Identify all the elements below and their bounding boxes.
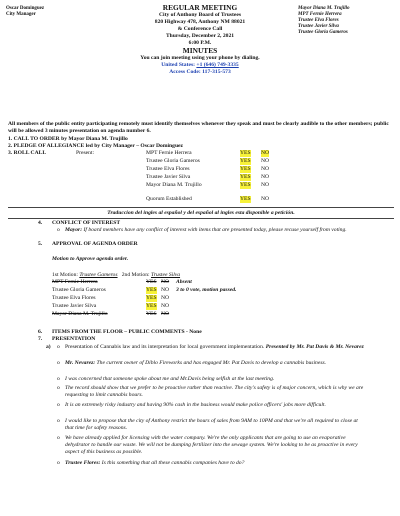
vote-no: NO [161, 279, 170, 285]
vote-yes: YES [146, 303, 157, 309]
bullet-marker: o [57, 418, 60, 424]
quorum-yes: YES [240, 196, 251, 202]
vote-yes: YES [146, 311, 157, 317]
vote-no: NO [161, 287, 170, 293]
rollcall-yes: YES [240, 150, 251, 156]
first-motion: Trustee Gameros [79, 272, 118, 278]
meeting-title: REGULAR MEETING [162, 3, 238, 12]
item7-a-presented: Presented by Mr. Pat Davis & Mr. Nevarez [265, 344, 364, 350]
item-number: 7. [38, 336, 43, 342]
rollcall-name: Trustee Elva Flores [146, 166, 190, 172]
item-title: CONFLICT OF INTEREST [52, 220, 121, 226]
quorum-label: Quorum Established [146, 196, 192, 202]
comment-bullet [65, 360, 365, 367]
translation-note: Traduccion del ingles al español y del español al ingles esta disponible a petición. [107, 210, 295, 216]
bullet-marker: o [57, 402, 60, 408]
rollcall-no: NO [261, 158, 270, 164]
rollcall-name: Mayor Diana M. Trujillo [146, 182, 202, 188]
bullet-marker: o [57, 227, 60, 233]
vote-yes: YES [146, 287, 157, 293]
minutes-heading: MINUTES [182, 46, 218, 55]
divider [8, 218, 394, 219]
vote-yes: YES [146, 279, 157, 285]
rollcall-name: MPT Fernie Herrera [146, 150, 192, 156]
comment-bullet [65, 435, 365, 456]
second-motion-label: 2nd Motion: [121, 272, 150, 278]
vote-yes: YES [146, 295, 157, 301]
bullet-marker: o [57, 435, 60, 441]
rollcall-no: NO [261, 174, 270, 180]
header-right-line: Mayor Diana M. Trujillo [298, 6, 350, 11]
mayor-label: Mayor: [65, 227, 83, 233]
item-call-to-order: 1. CALL TO ORDER by Mayor Diana M. Trujillo [8, 136, 128, 142]
header-left-name: Oscar Dominguez [6, 6, 45, 11]
bullet-marker: o [57, 460, 60, 466]
bullet-marker: o [57, 360, 60, 366]
header-right [298, 6, 350, 36]
quorum-no: NO [261, 196, 270, 202]
header-line: 820 Highway 478, Anthony NM 88021 [154, 19, 246, 25]
vote-name: Trustee Javier Silva [52, 303, 97, 309]
comment-bullet [65, 418, 365, 432]
comment-text: I would like to propose that the city of Anthony restrict the hours of sales from 9AM to 10PM and that we're all required to close at that time for safety reasons. [65, 418, 358, 431]
item-number: 6. [38, 329, 43, 335]
public-notice: All members of the public entity participating remotely must identify themselves whenever they speak and must be clearly audible to the other members; public will be allowed 3 minutes presentation on agenda number 6. [8, 121, 389, 134]
vote-no: NO [161, 295, 170, 301]
bullet-marker: o [57, 376, 60, 382]
header-line: 6:00 P.M. [188, 40, 212, 46]
dial-text: You can join meeting using your phone by dialing. [140, 55, 260, 61]
item-title: APPROVAL OF AGENDA ORDER [52, 241, 138, 247]
motion-line [52, 272, 180, 279]
header-center [100, 4, 300, 76]
comment-speaker: Mr. Nevarez: [65, 360, 96, 366]
mayor-text: If board members have any conflict of interest with items that are presented today, please recuse yourself from voting. [83, 227, 347, 233]
vote-name: Trustee Elva Flores [52, 295, 96, 301]
item7-a-desc: Presentation of Cannabis law and its interpretation for local government implementation. [65, 344, 265, 350]
vote-name: Trustee Gloria Gameros [52, 287, 106, 293]
bullet-marker: o [57, 385, 60, 391]
rollcall-present: Present: [76, 150, 95, 156]
header-line: & Conference Call [177, 26, 223, 32]
header-right-line: Trustee Elva Flores [298, 18, 339, 23]
rollcall-yes: YES [240, 166, 251, 172]
rollcall-no: NO [261, 182, 270, 188]
rollcall-yes: YES [240, 158, 251, 164]
comment-bullet [65, 402, 365, 409]
phone-line [100, 62, 300, 69]
first-motion-label: 1st Motion: [52, 272, 78, 278]
access-code: Access Code: 117-315-573 [169, 69, 231, 75]
divider [8, 207, 394, 208]
item-number: 5. [38, 241, 43, 247]
comment-bullet [65, 460, 365, 467]
rollcall-name: Trustee Javier Silva [146, 174, 191, 180]
header-right-line: Trustee Gloria Gameros [298, 30, 348, 35]
rollcall-yes: YES [240, 174, 251, 180]
rollcall-name: Trustee Gloria Gameros [146, 158, 200, 164]
comment-text: We have already applied for licensing with the water company. We're the only applicants that are going to use an evaporative dehydrator to handle our waste. We will not be dumping fertilizer into the sewage system. We're looking to be as proactive in every aspect of this business as possible. [65, 435, 358, 455]
rollcall-yes: YES [240, 182, 251, 188]
phone-label: United States: [161, 62, 195, 68]
comment-text: The current owner of Diblo Fireworks and has engaged Mr. Pat Davis to develop a cannabis business. [96, 360, 327, 366]
comment-speaker: Trustee Flores: [65, 460, 101, 466]
item-title: ITEMS FROM THE FLOOR – PUBLIC COMMENTS - None [52, 329, 202, 335]
comment-bullet [65, 376, 365, 383]
comment-text: Is this something that all these cannabis companies have to do? [101, 460, 245, 466]
phone-link[interactable]: +1 (646) 749-3335 [196, 62, 239, 68]
comment-text: I was concerned that someone spoke about me and Mr.Davis being selfish at the last meeting. [65, 376, 275, 382]
vote-note: 3 to 0 vote, motion passed. [176, 287, 237, 293]
rollcall-label: 3. ROLL CALL [8, 150, 47, 156]
vote-no: NO [161, 311, 170, 317]
vote-no: NO [161, 303, 170, 309]
header-line: City of Anthony Board of Trustees [159, 12, 241, 18]
rollcall-no: NO [261, 150, 270, 156]
item7-a-text [65, 344, 365, 351]
header-left-role: City Manager [6, 12, 36, 17]
item-number: 4. [38, 220, 43, 226]
header-right-line: Trustee Javier Silva [298, 24, 339, 29]
header-left [6, 6, 44, 18]
vote-note: Absent [176, 279, 192, 285]
comment-text: The record should show that we prefer to be proactive rather than reactive. The city's safety is of major concern, which is why we are requesting to limit cannabis hours. [65, 385, 364, 398]
motion-text: Motion to Approve agenda order. [52, 256, 129, 262]
item7-a-label: a) [46, 344, 51, 350]
rollcall-no: NO [261, 166, 270, 172]
vote-name: Mayor Diana M. Trujillo [52, 311, 108, 317]
bullet-marker: o [57, 344, 60, 350]
header-right-line: MPT Fernie Herrera [298, 12, 342, 17]
header-line: Thursday, December 2, 2021 [165, 33, 235, 39]
comment-text: It is an extremely risky industry and having 90% cash in the business would make police officers' jobs more difficult. [65, 402, 326, 408]
item-title: PRESENTATION [52, 336, 96, 342]
vote-name: MPT Fernie Herrera [52, 279, 98, 285]
second-motion: Trustee Silva [150, 272, 181, 278]
item4-mayor [65, 227, 355, 234]
item-pledge: 2. PLEDGE OF ALLEGIANCE led by City Manager – Oscar Dominguez [8, 143, 184, 149]
comment-bullet [65, 385, 365, 399]
